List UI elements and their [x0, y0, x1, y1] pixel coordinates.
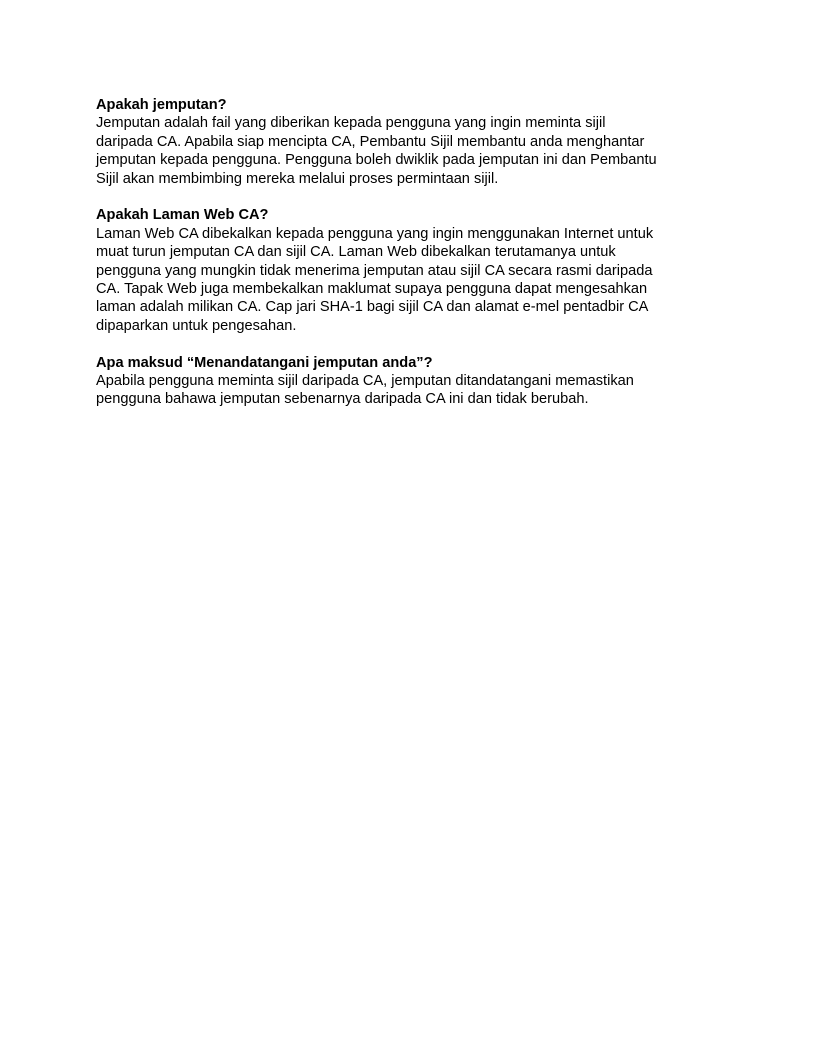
section-signing	[96, 354, 720, 409]
section-body	[96, 372, 720, 409]
body-line: Jemputan adalah fail yang diberikan kepada pengguna yang ingin meminta sijil	[96, 115, 606, 132]
section-body	[96, 114, 720, 188]
section-heading: Apakah Laman Web CA?	[96, 207, 269, 224]
body-line: jemputan kepada pengguna. Pengguna boleh dwiklik pada jemputan ini dan Pembantu	[96, 152, 657, 169]
body-line: laman adalah milikan CA. Cap jari SHA-1 bagi sijil CA dan alamat e-mel pentadbir CA	[96, 299, 649, 316]
body-line: dipaparkan untuk pengesahan.	[96, 317, 297, 334]
body-line: Laman Web CA dibekalkan kepada pengguna yang ingin menggunakan Internet untuk	[96, 225, 654, 242]
body-line: daripada CA. Apabila siap mencipta CA, Pembantu Sijil membantu anda menghantar	[96, 133, 645, 150]
body-line: Apabila pengguna meminta sijil daripada CA, jemputan ditandatangani memastikan	[96, 373, 634, 390]
section-heading: Apakah jemputan?	[96, 97, 227, 113]
body-line: pengguna bahawa jemputan sebenarnya daripada CA ini dan tidak berubah.	[96, 391, 589, 408]
section-body	[96, 225, 720, 335]
section-invitation	[96, 96, 720, 188]
section-ca-website	[96, 206, 720, 335]
document-page	[96, 96, 720, 427]
body-line: CA. Tapak Web juga membekalkan maklumat supaya pengguna dapat mengesahkan	[96, 281, 648, 298]
body-line: muat turun jemputan CA dan sijil CA. Laman Web dibekalkan terutamanya untuk	[96, 244, 616, 261]
body-line: Sijil akan membimbing mereka melalui proses permintaan sijil.	[96, 170, 499, 187]
section-heading: Apa maksud “Menandatangani jemputan anda”?	[96, 354, 433, 371]
body-line: pengguna yang mungkin tidak menerima jemputan atau sijil CA secara rasmi daripada	[96, 262, 653, 279]
